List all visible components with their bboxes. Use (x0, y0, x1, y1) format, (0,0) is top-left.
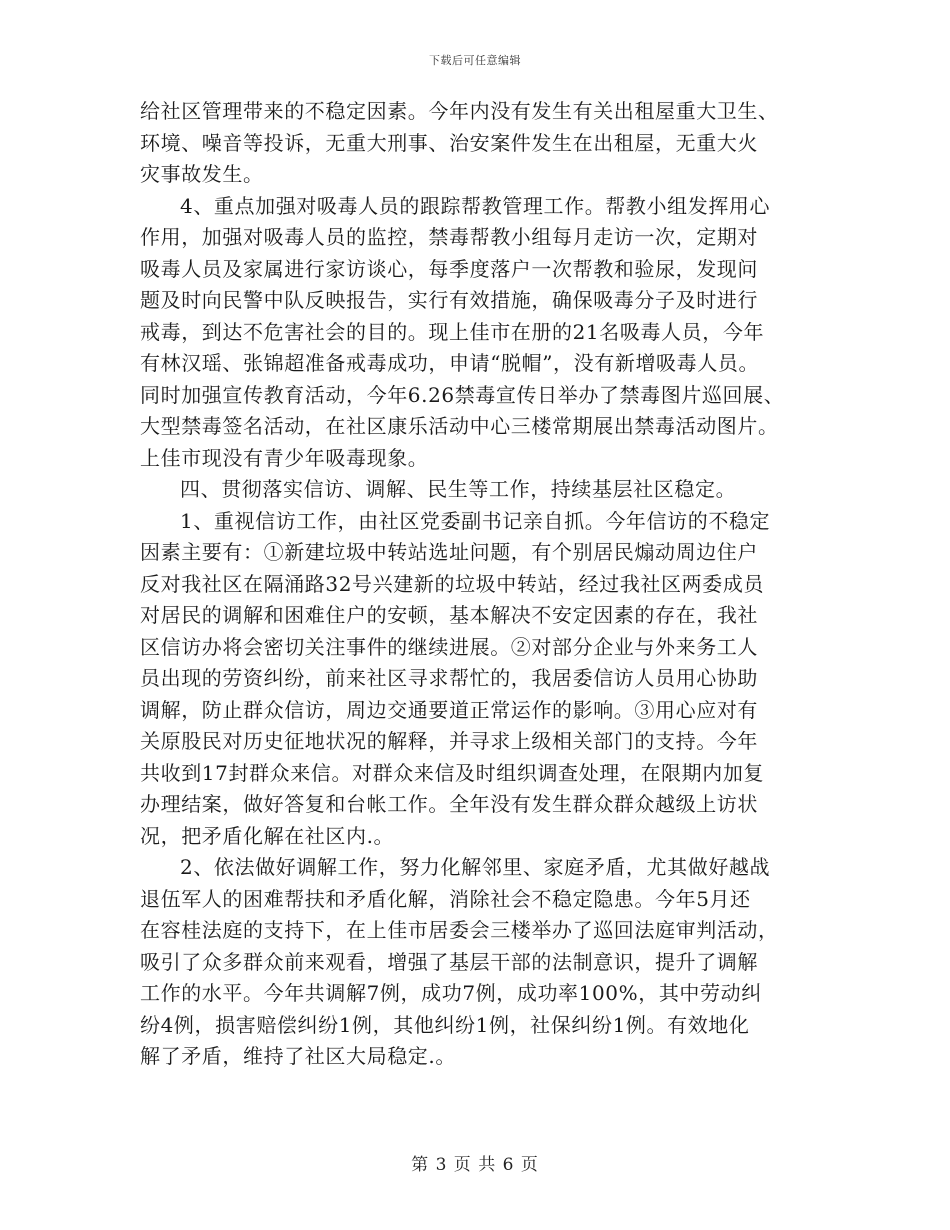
text-line: 同时加强宣传教育活动，今年6.26禁毒宣传日举办了禁毒图片巡回展、 (140, 382, 785, 407)
text-line: 大型禁毒签名活动，在社区康乐活动中心三楼常期展出禁毒活动图片。 (140, 414, 779, 438)
text-line: 灾事故发生。 (140, 162, 264, 186)
text-line: 题及时向民警中队反映报告，实行有效措施，确保吸毒分子及时进行 (140, 288, 758, 312)
text-line: 办理结案，做好答复和台帐工作。全年没有发生群众群众越级上访状 (140, 792, 758, 816)
text-line: 因素主要有：①新建垃圾中转站选址问题，有个别居民煽动周边住户 (140, 540, 758, 564)
text-line: 吸毒人员及家属进行家访谈心，每季度落户一次帮教和验尿，发现问 (140, 256, 758, 281)
text-line: 2、依法做好调解工作，努力化解邻里、家庭矛盾，尤其做好越战 (180, 855, 771, 879)
text-line: 4、重点加强对吸毒人员的跟踪帮教管理工作。帮教小组发挥用心 (180, 193, 771, 218)
text-line: 作用，加强对吸毒人员的监控，禁毒帮教小组每月走访一次，定期对 (140, 225, 758, 249)
text-line: 在容桂法庭的支持下，在上佳市居委会三楼举办了巡回法庭审判活动， (140, 918, 779, 942)
text-line: 吸引了众多群众前来观看，增强了基层干部的法制意识，提升了调解 (140, 949, 758, 974)
page-header: 下载后可任意编辑 (429, 54, 521, 67)
text-line: 有林汉瑶、张锦超准备戒毒成功，申请“脱帽”，没有新增吸毒人员。 (140, 351, 760, 375)
text-line: 共收到17封群众来信。对群众来信及时组织调查处理，在限期内加复 (140, 760, 765, 785)
text-line: 解了矛盾，维持了社区大局稳定.。 (140, 1044, 456, 1068)
text-line: 反对我社区在隔涌路32号兴建新的垃圾中转站，经过我社区两委成员 (140, 571, 765, 596)
text-line: 对居民的调解和困难住户的安顿，基本解决不安定因素的存在，我社 (140, 603, 758, 627)
text-line: 况，把矛盾化解在社区内.。 (140, 823, 395, 848)
text-line: 区信访办将会密切关注事件的继续进展。②对部分企业与外来务工人 (140, 634, 758, 659)
text-line: 上佳市现没有青少年吸毒现象。 (140, 445, 429, 470)
text-line: 工作的水平。今年共调解7例，成功7例，成功率100%，其中劳动纠 (140, 981, 762, 1005)
text-line: 给社区管理带来的不稳定因素。今年内没有发生有关出租屋重大卫生、 (140, 99, 779, 123)
text-line: 1、重视信访工作，由社区党委副书记亲自抓。今年信访的不稳定 (180, 508, 771, 533)
text-line: 调解，防止群众信访，周边交通要道正常运作的影响。③用心应对有 (140, 697, 758, 722)
text-line: 关原股民对历史征地状况的解释，并寻求上级相关部门的支持。今年 (140, 729, 758, 753)
text-line: 退伍军人的困难帮扶和矛盾化解，消除社会不稳定隐患。今年5月还 (140, 886, 751, 911)
page-footer: 第 3 页 共 6 页 (411, 1155, 539, 1175)
text-line: 戒毒，到达不危害社会的目的。现上佳市在册的21名吸毒人员，今年 (140, 319, 765, 344)
text-line: 四、贯彻落实信访、调解、民生等工作，持续基层社区稳定。 (180, 477, 737, 501)
document-body (140, 96, 810, 1073)
text-line: 员出现的劳资纠纷，前来社区寻求帮忙的，我居委信访人员用心协助 (140, 666, 758, 690)
text-line: 环境、噪音等投诉，无重大刑事、治安案件发生在出租屋，无重大火 (140, 130, 758, 155)
text-line: 纷4例，损害赔偿纠纷1例，其他纠纷1例，社保纠纷1例。有效地化 (140, 1012, 750, 1037)
